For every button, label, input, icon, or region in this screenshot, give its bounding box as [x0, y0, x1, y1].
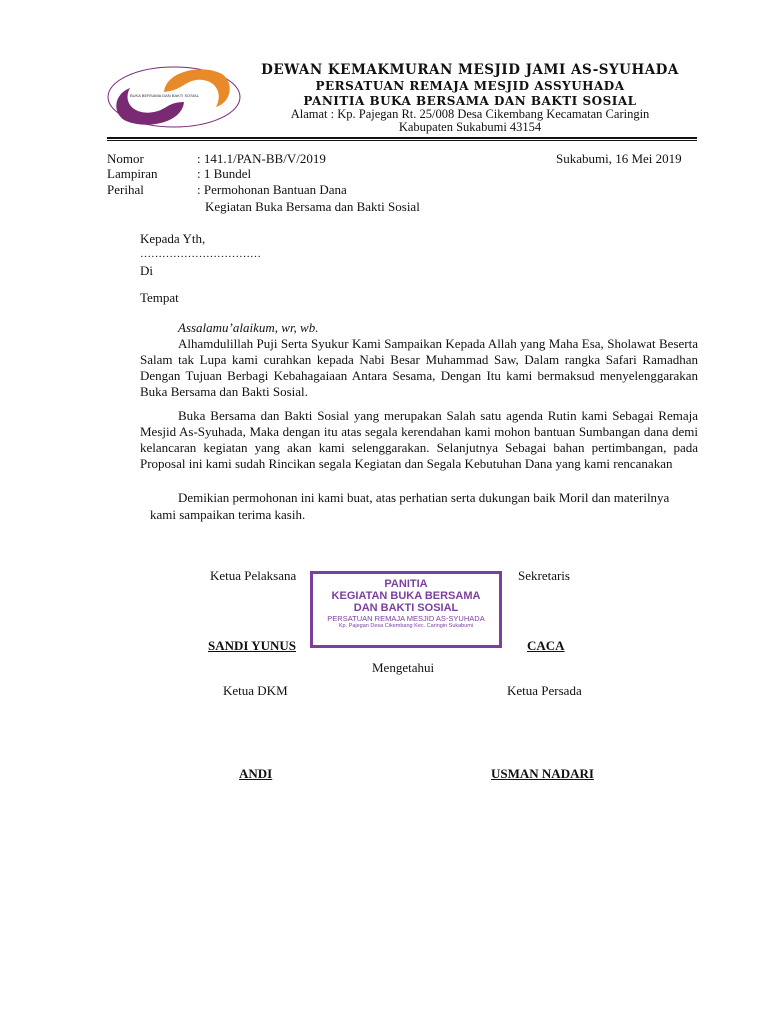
- committee-stamp: [310, 571, 502, 648]
- header-line2: PERSATUAN REMAJA MESJID ASSYUHADA: [315, 79, 625, 93]
- paragraph-3b: kami sampaikan terima kasih.: [150, 507, 306, 522]
- ketua-dkm-title: Ketua DKM: [223, 683, 288, 698]
- salam: Assalamu’alaikum, wr, wb.: [178, 320, 319, 335]
- ketua-persada-name: USMAN NADARI: [491, 766, 594, 781]
- header-divider: [107, 137, 697, 141]
- header-line1: DEWAN KEMAKMURAN MESJID JAMI AS-SYUHADA: [261, 62, 679, 78]
- logo: [104, 62, 244, 132]
- mengetahui: Mengetahui: [372, 660, 435, 675]
- paragraph-2: Buka Bersama dan Bakti Sosial yang merupakan Salah satu agenda Rutin kami Sebagai Remaja Mesjid As-Syuhada, Maka dengan itu atas segala kerendahan kami mohon bantuan Sumbangan dana demi kelancaran kegiatan yang akan kami selenggarakan. Selanjutnya Sebagai bahan pertimbangan, pada Proposal ini kami sudah Rincikan segala Kegiatan dan Segala Kebutuhan Dana yang kami rencanakan: [140, 408, 698, 471]
- ketua-dkm-name: ANDI: [239, 766, 273, 781]
- stamp-line3: DAN BAKTI SOSIAL: [353, 602, 459, 614]
- stamp-line2: KEGIATAN BUKA BERSAMA: [331, 590, 481, 602]
- paragraph-3a: Demikian permohonan ini kami buat, atas perhatian serta dukungan baik Moril dan materilnya: [178, 490, 670, 505]
- header-address1: Alamat : Kp. Pajegan Rt. 25/008 Desa Cikembang Kecamatan Caringin: [290, 107, 650, 121]
- recipient-greeting: Kepada Yth,: [140, 231, 206, 246]
- recipient-dots: ……………………………: [140, 248, 261, 260]
- letter-date: Sukabumi, 16 Mei 2019: [556, 151, 682, 166]
- stamp-line1: PANITIA: [384, 578, 428, 590]
- sekretaris-title: Sekretaris: [518, 568, 570, 583]
- header-line3: PANITIA BUKA BERSAMA DAN BAKTI SOSIAL: [303, 94, 637, 108]
- perihal-value-2: Kegiatan Buka Bersama dan Bakti Sosial: [205, 199, 420, 214]
- lampiran-label: Lampiran: [107, 166, 158, 181]
- perihal-value: : Permohonan Bantuan Dana: [197, 182, 347, 197]
- logo-text: BUKA BERSAMA DAN BAKTI SOSIAL: [130, 93, 199, 98]
- sekretaris-name: CACA: [527, 638, 565, 653]
- recipient-tempat: Tempat: [140, 290, 179, 305]
- ketua-pelaksana-title: Ketua Pelaksana: [210, 568, 297, 583]
- perihal-label: Perihal: [107, 182, 144, 197]
- header-address2: Kabupaten Sukabumi 43154: [398, 120, 542, 134]
- nomor-label: Nomor: [107, 151, 144, 166]
- recipient-di: Di: [140, 263, 153, 278]
- stamp-line4: PERSATUAN REMAJA MESJID AS-SYUHADA: [327, 614, 485, 623]
- ketua-pelaksana-name: SANDI YUNUS: [208, 638, 297, 653]
- paragraph-1: Alhamdulillah Puji Serta Syukur Kami Sampaikan Kepada Allah yang Maha Esa, Sholawat Beserta Salam tak Lupa kami curahkan kepada Nabi Besar Muhammad Saw, Dalam rangka Safari Ramadhan Dengan Tujuan Berbagi Kebahagaiaan Antara Sesama, Dengan Itu kami bermaksud menyelenggarakan Buka Bersama dan Bakti Sosial.: [140, 336, 698, 399]
- ketua-persada-title: Ketua Persada: [507, 683, 582, 698]
- lampiran-value: : 1 Bundel: [197, 166, 252, 181]
- stamp-line5: Kp. Pajegan Desa Cikembang Kec. Caringin Sukabumi: [338, 623, 474, 629]
- nomor-value: : 141.1/PAN-BB/V/2019: [197, 151, 326, 166]
